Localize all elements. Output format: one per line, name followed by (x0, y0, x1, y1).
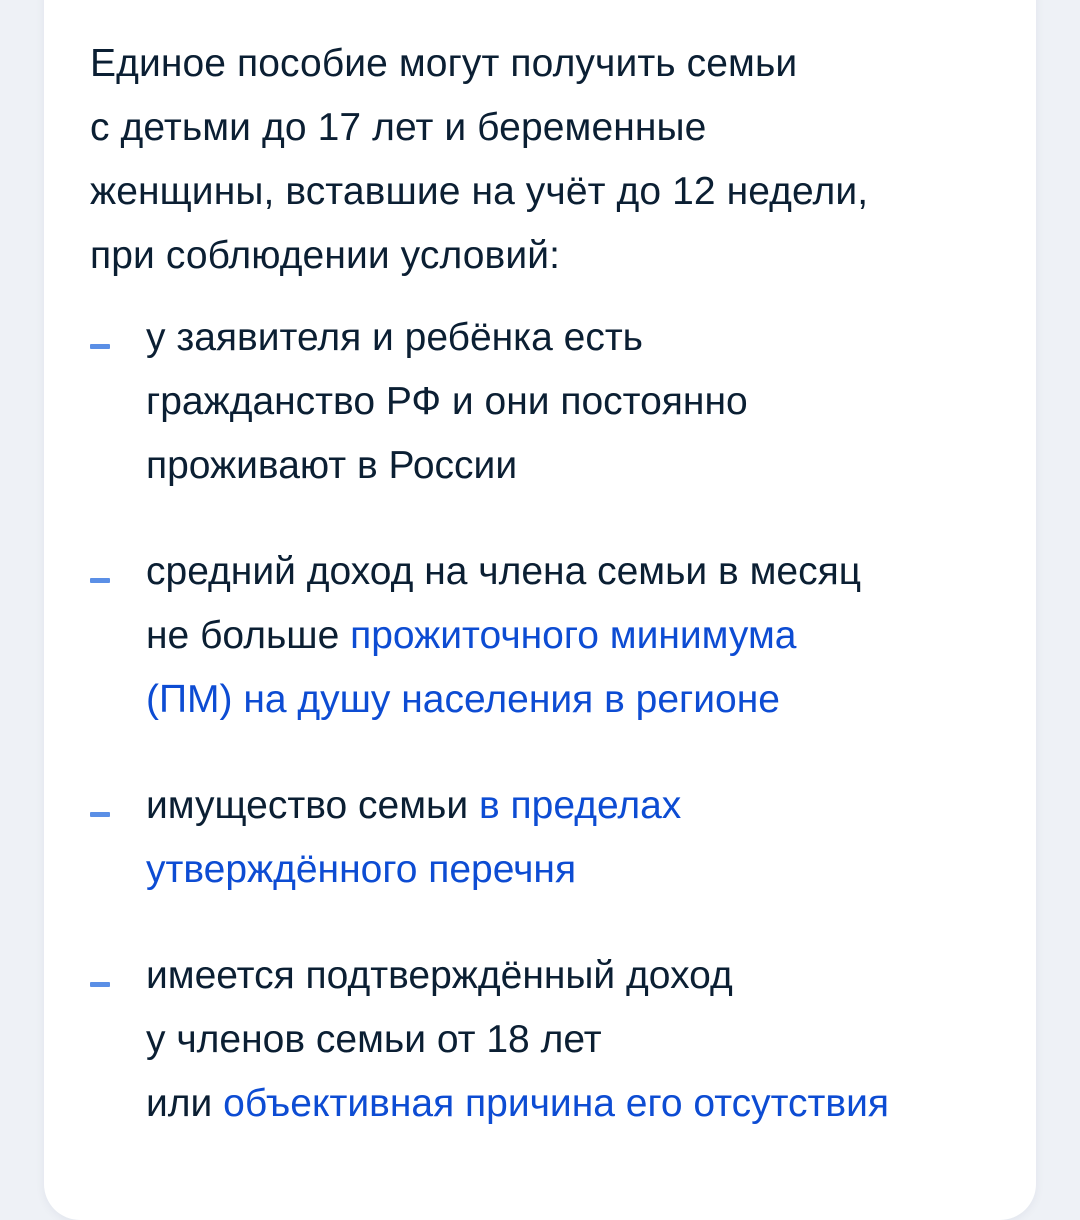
intro-line: с детьми до 17 лет и беременные (90, 106, 707, 149)
subsistence-minimum-region-link[interactable]: (ПМ) на душу населения в регионе (146, 678, 780, 721)
condition-line (146, 774, 990, 838)
conditions-list (90, 306, 990, 1136)
condition-text: имущество семьи (146, 784, 479, 827)
objective-reason-link[interactable]: объективная причина его отсутствия (223, 1082, 890, 1125)
dash-bullet-icon (90, 982, 110, 987)
info-card (44, 0, 1036, 1220)
condition-text: имеется подтверждённый доход (146, 954, 733, 997)
condition-line (146, 604, 990, 668)
condition-line (146, 838, 990, 902)
condition-text: или (146, 1082, 224, 1125)
intro-line: женщины, вставшие на учёт до 12 недели, (90, 170, 869, 213)
condition-text: не больше (146, 614, 351, 657)
dash-bullet-icon (90, 812, 110, 817)
condition-text: у заявителя и ребёнка есть (146, 316, 644, 359)
condition-text: проживают в России (146, 444, 518, 487)
condition-text: гражданство РФ и они постоянно (146, 380, 748, 423)
condition-text: средний доход на члена семьи в месяц (146, 550, 862, 593)
dash-bullet-icon (90, 578, 110, 583)
condition-text: у членов семьи от 18 лет (146, 1018, 602, 1061)
condition-income (90, 540, 990, 732)
dash-bullet-icon (90, 344, 110, 349)
property-list-link-continued[interactable]: утверждённого перечня (146, 848, 577, 891)
condition-property (90, 774, 990, 902)
intro-line: Единое пособие могут получить семьи (90, 42, 798, 85)
condition-line (146, 668, 990, 732)
intro-line: при соблюдении условий: (90, 234, 561, 277)
intro-paragraph (90, 32, 990, 288)
card-content (90, 32, 990, 1178)
subsistence-minimum-link[interactable]: прожиточного минимума (350, 614, 797, 657)
property-list-link[interactable]: в пределах (479, 784, 682, 827)
condition-citizenship (90, 306, 990, 498)
condition-confirmed-income (90, 944, 990, 1136)
condition-line (146, 1072, 990, 1136)
